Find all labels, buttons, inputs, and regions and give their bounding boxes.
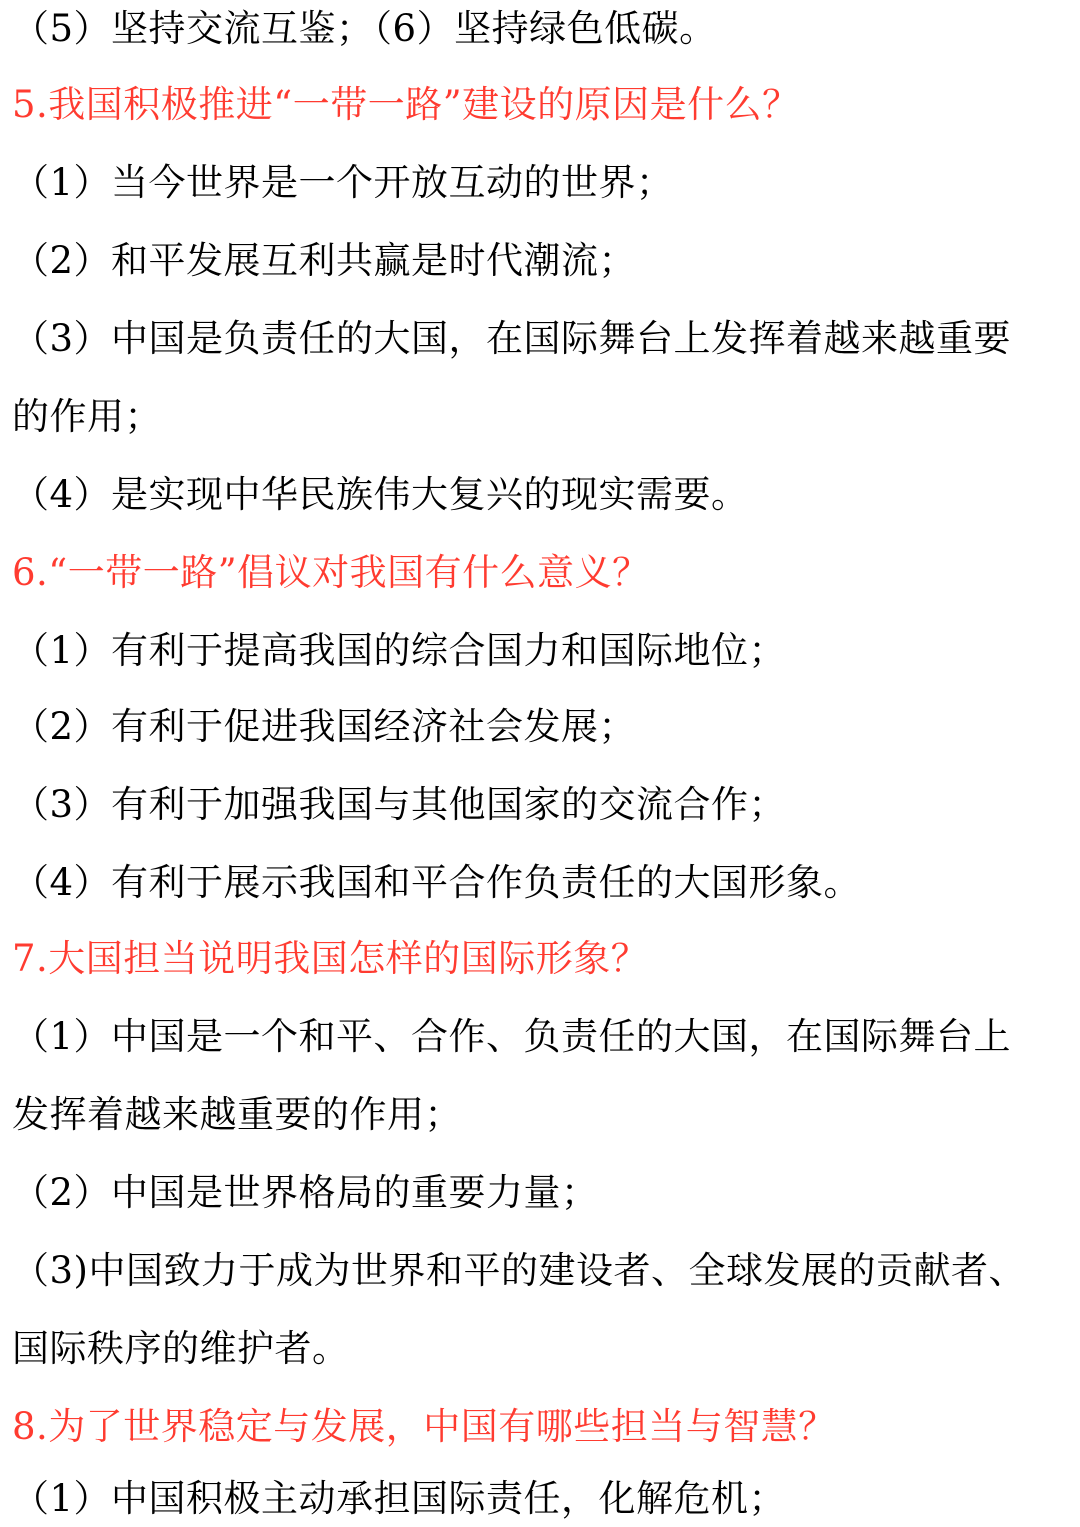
question-heading-5: 5.我国积极推进“一带一路”建设的原因是什么？ (12, 83, 800, 126)
answer-6-item-1: （1）有利于提高我国的综合国力和国际地位； (12, 629, 787, 672)
answer-7-item-3: （3)中国致力于成为世界和平的建设者、全球发展的贡献者、 (12, 1249, 1026, 1292)
answer-5-item-2: （2）和平发展互利共赢是时代潮流； (12, 239, 637, 282)
answer-7-item-3-cont: 国际秩序的维护者。 (12, 1327, 350, 1370)
answer-7-item-2: （2）中国是世界格局的重要力量； (12, 1171, 599, 1214)
answer-6-item-4: （4）有利于展示我国和平合作负责任的大国形象。 (12, 861, 862, 904)
answer-8-item-1: （1）中国积极主动承担国际责任，化解危机； (12, 1477, 787, 1520)
answer-5-item-3: （3）中国是负责任的大国，在国际舞台上发挥着越来越重要 (12, 317, 1012, 360)
answer-7-item-1-cont: 发挥着越来越重要的作用； (12, 1093, 462, 1136)
question-heading-6: 6.“一带一路”倡议对我国有什么意义？ (12, 551, 650, 594)
answer-5-item-4: （4）是实现中华民族伟大复兴的现实需要。 (12, 473, 749, 516)
answer-5-item-3-cont: 的作用； (12, 395, 162, 438)
answer-7-item-1: （1）中国是一个和平、合作、负责任的大国，在国际舞台上 (12, 1015, 1012, 1058)
answer-6-item-2: （2）有利于促进我国经济社会发展； (12, 705, 637, 748)
answer-6-item-3: （3）有利于加强我国与其他国家的交流合作； (12, 783, 787, 826)
list-item-5-6: （5）坚持交流互鉴；（6）坚持绿色低碳。 (12, 7, 717, 50)
question-heading-7: 7.大国担当说明我国怎样的国际形象？ (12, 937, 649, 980)
answer-5-item-1: （1）当今世界是一个开放互动的世界； (12, 161, 674, 204)
question-heading-8: 8.为了世界稳定与发展，中国有哪些担当与智慧？ (12, 1405, 836, 1448)
